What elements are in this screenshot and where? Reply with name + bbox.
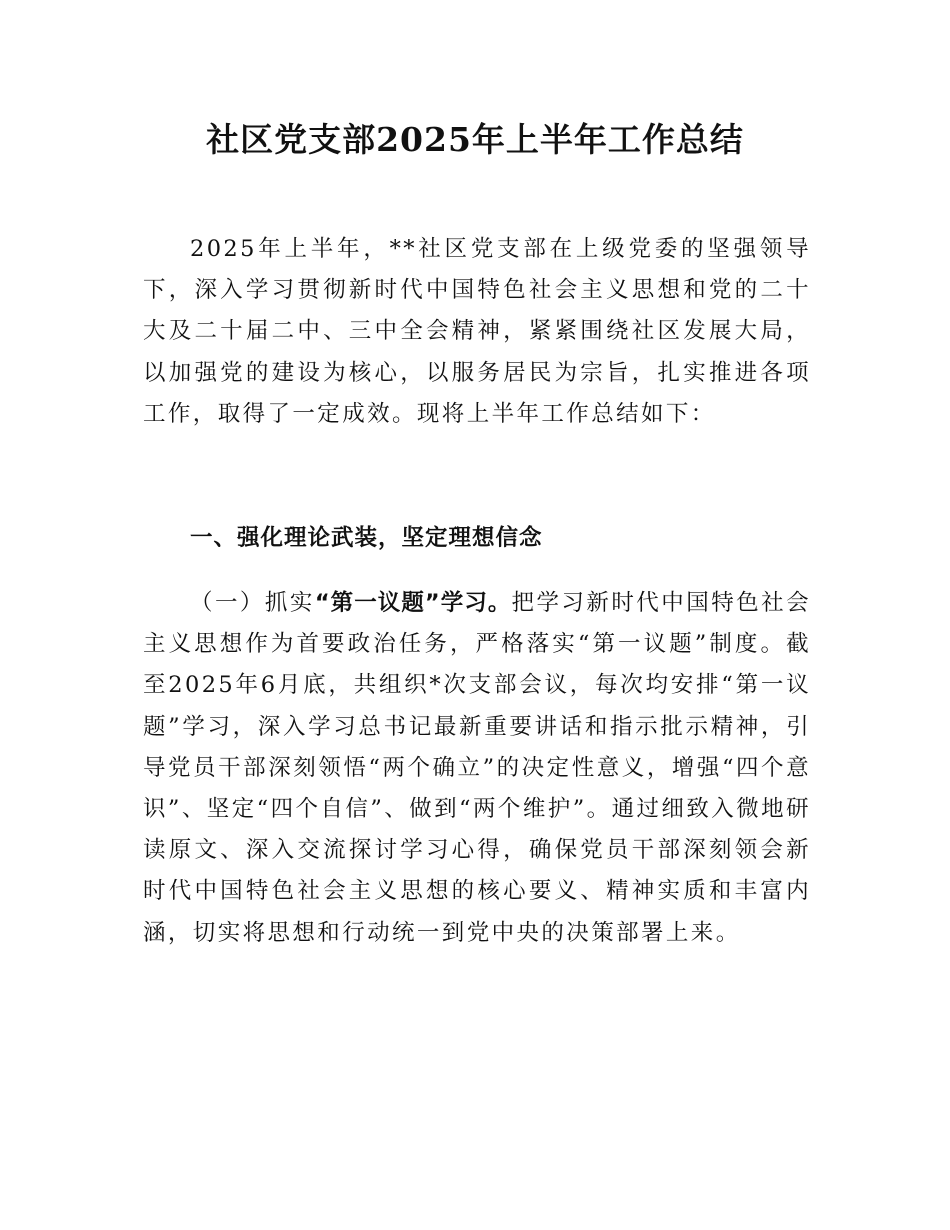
document-title: 社区党支部2025年上半年工作总结 <box>206 120 744 159</box>
intro-paragraph: 2025年上半年，**社区党支部在上级党委的坚强领导下，深入学习贯彻新时代中国特色社会主义思想和党的二十大及二十届二中、三中全会精神，紧紧围绕社区发展大局，以加强党的建设为核心，以服务居民为宗旨，扎实推进各项工作，取得了一定成效。现将上半年工作总结如下： <box>143 236 811 427</box>
item-prefix: （一）抓实 <box>190 590 315 616</box>
item-bold-title: “第一议题”学习。 <box>314 590 512 616</box>
item-paragraph <box>143 583 811 954</box>
item-body: 把学习新时代中国特色社会主义思想作为首要政治任务，严格落实“第一议题”制度。截至2025年6月底，共组织*次支部会议，每次均安排“第一议题”学习，深入学习总书记最新重要讲话和指示批示精神，引导党员干部深刻领悟“两个确立”的决定性意义，增强“四个意识”、坚定“四个自信”、做到“两个维护”。通过细致入微地研读原文、深入交流探讨学习心得，确保党员干部深刻领会新时代中国特色社会主义思想的核心要义、精神实质和丰富内涵，切实将思想和行动统一到党中央的决策部署上来。 <box>143 590 811 946</box>
section-heading: 一、强化理论武装，坚定理想信念 <box>190 525 543 551</box>
